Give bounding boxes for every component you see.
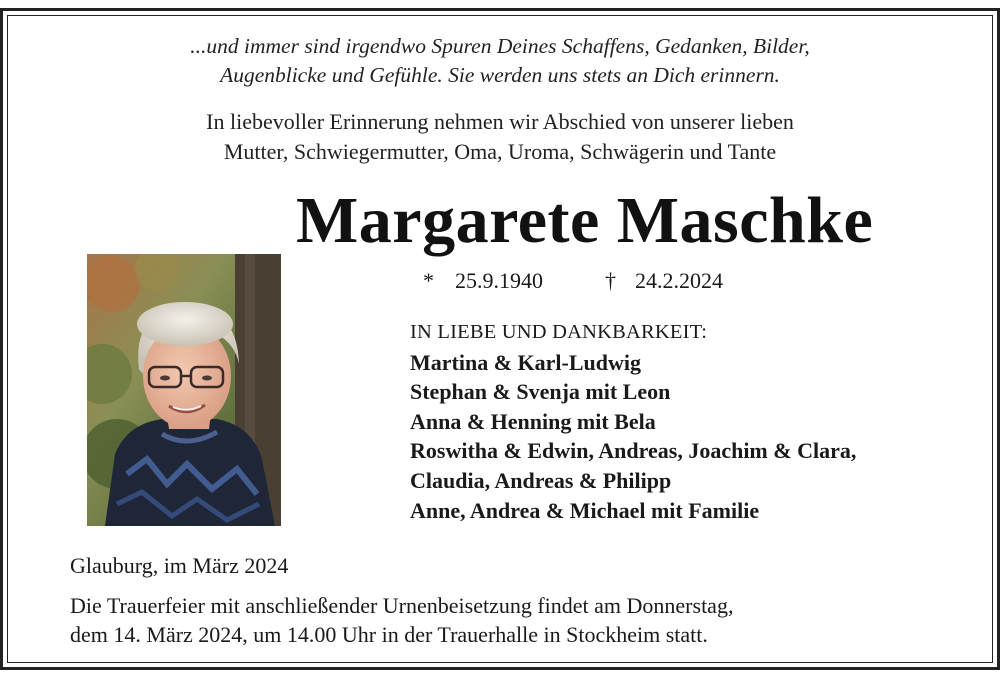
birth-date: 25.9.1940 (455, 268, 543, 293)
life-dates (423, 267, 723, 295)
ceremony-info (70, 591, 733, 649)
quote-line-2: Augenblicke und Gefühle. Sie werden uns stets an Dich erinnern. (220, 63, 780, 87)
birth-symbol: * (423, 268, 434, 293)
death-date: 24.2.2024 (635, 268, 723, 293)
family-heading: IN LIEBE UND DANKBARKEIT: (410, 321, 708, 343)
family-member: Claudia, Andreas & Philipp (410, 467, 672, 493)
ceremony-line-2: dem 14. März 2024, um 14.00 Uhr in der Trauerhalle in Stockheim statt. (70, 622, 708, 647)
family-member: Anne, Andrea & Michael mit Familie (410, 497, 760, 523)
intro-text (0, 107, 1000, 167)
family-member: Martina & Karl-Ludwig (410, 349, 641, 375)
deceased-name: Margarete Maschke (296, 184, 874, 257)
place-date: Glauburg, im März 2024 (70, 553, 289, 578)
family-list (410, 318, 856, 525)
family-member: Stephan & Svenja mit Leon (410, 379, 671, 405)
family-member: Anna & Henning mit Bela (410, 408, 656, 434)
family-member: Roswitha & Edwin, Andreas, Joachim & Clara, (410, 438, 857, 464)
portrait-photo (87, 254, 281, 526)
memorial-quote (0, 32, 1000, 90)
quote-line-1: ...und immer sind irgendwo Spuren Deines Schaffens, Gedanken, Bilder, (190, 34, 810, 58)
ceremony-line-1: Die Trauerfeier mit anschließender Urnenbeisetzung findet am Donnerstag, (70, 593, 734, 618)
death-symbol: † (605, 268, 616, 293)
intro-line-1: In liebevoller Erinnerung nehmen wir Abschied von unserer lieben (206, 109, 794, 134)
intro-line-2: Mutter, Schwiegermutter, Oma, Uroma, Schwägerin und Tante (223, 139, 777, 164)
